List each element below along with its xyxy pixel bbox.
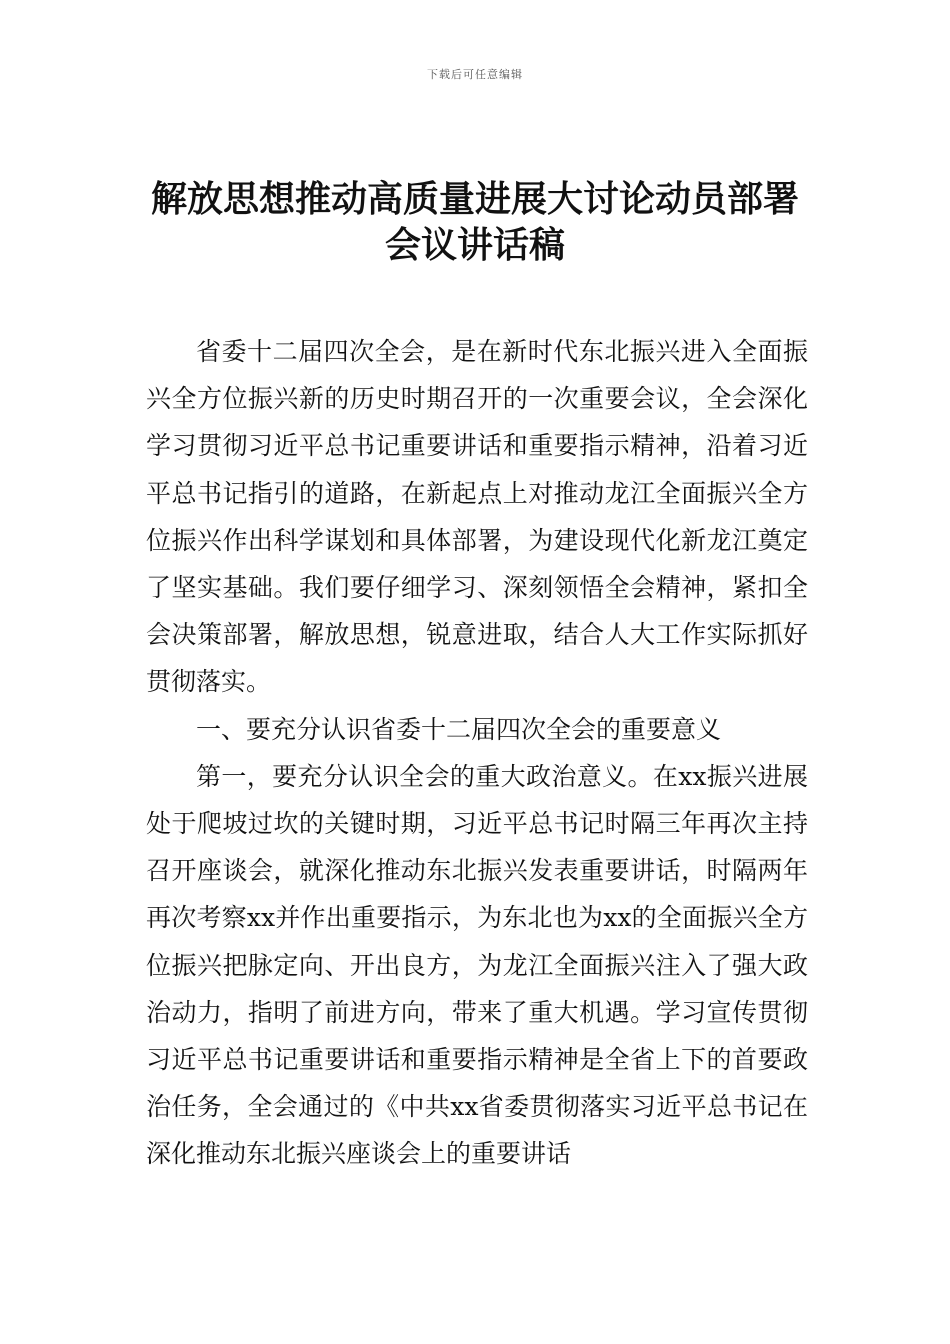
paragraph-first-point: 第一，要充分认识全会的重大政治意义。在xx振兴进展处于爬坡过坎的关键时期，习近平总书记时隔三年再次主持召开座谈会，就深化推动东北振兴发表重要讲话，时隔两年再次考察xx并作出重要指示，为东北也为xx的全面振兴全方位振兴把脉定向、开出良方，为龙江全面振兴注入了强大政治动力，指明了前进方向，带来了重大机遇。学习宣传贯彻习近平总书记重要讲话和重要指示精神是全省上下的首要政治任务，全会通过的《中共xx省委贯彻落实习近平总书记在深化推动东北振兴座谈会上的重要讲话 [146,761,808,1169]
document-title [100,176,850,268]
header-note: 下载后可任意编辑 [427,68,523,81]
title-line-1: 解放思想推动高质量进展大讨论动员部署 [150,178,799,220]
title-line-2: 会议讲话稿 [384,224,565,266]
document-body [146,328,808,1178]
paragraph-intro: 省委十二届四次全会，是在新时代东北振兴进入全面振兴全方位振兴新的历史时期召开的一次重要会议，全会深化学习贯彻习近平总书记重要讲话和重要指示精神，沿着习近平总书记指引的道路，在新起点上对推动龙江全面振兴全方位振兴作出科学谋划和具体部署，为建设现代化新龙江奠定了坚实基础。我们要仔细学习、深刻领悟全会精神，紧扣全会决策部署，解放思想，锐意进取，结合人大工作实际抓好贯彻落实。 [146,337,808,697]
section-heading-1: 一、要充分认识省委十二届四次全会的重要意义 [196,714,722,744]
